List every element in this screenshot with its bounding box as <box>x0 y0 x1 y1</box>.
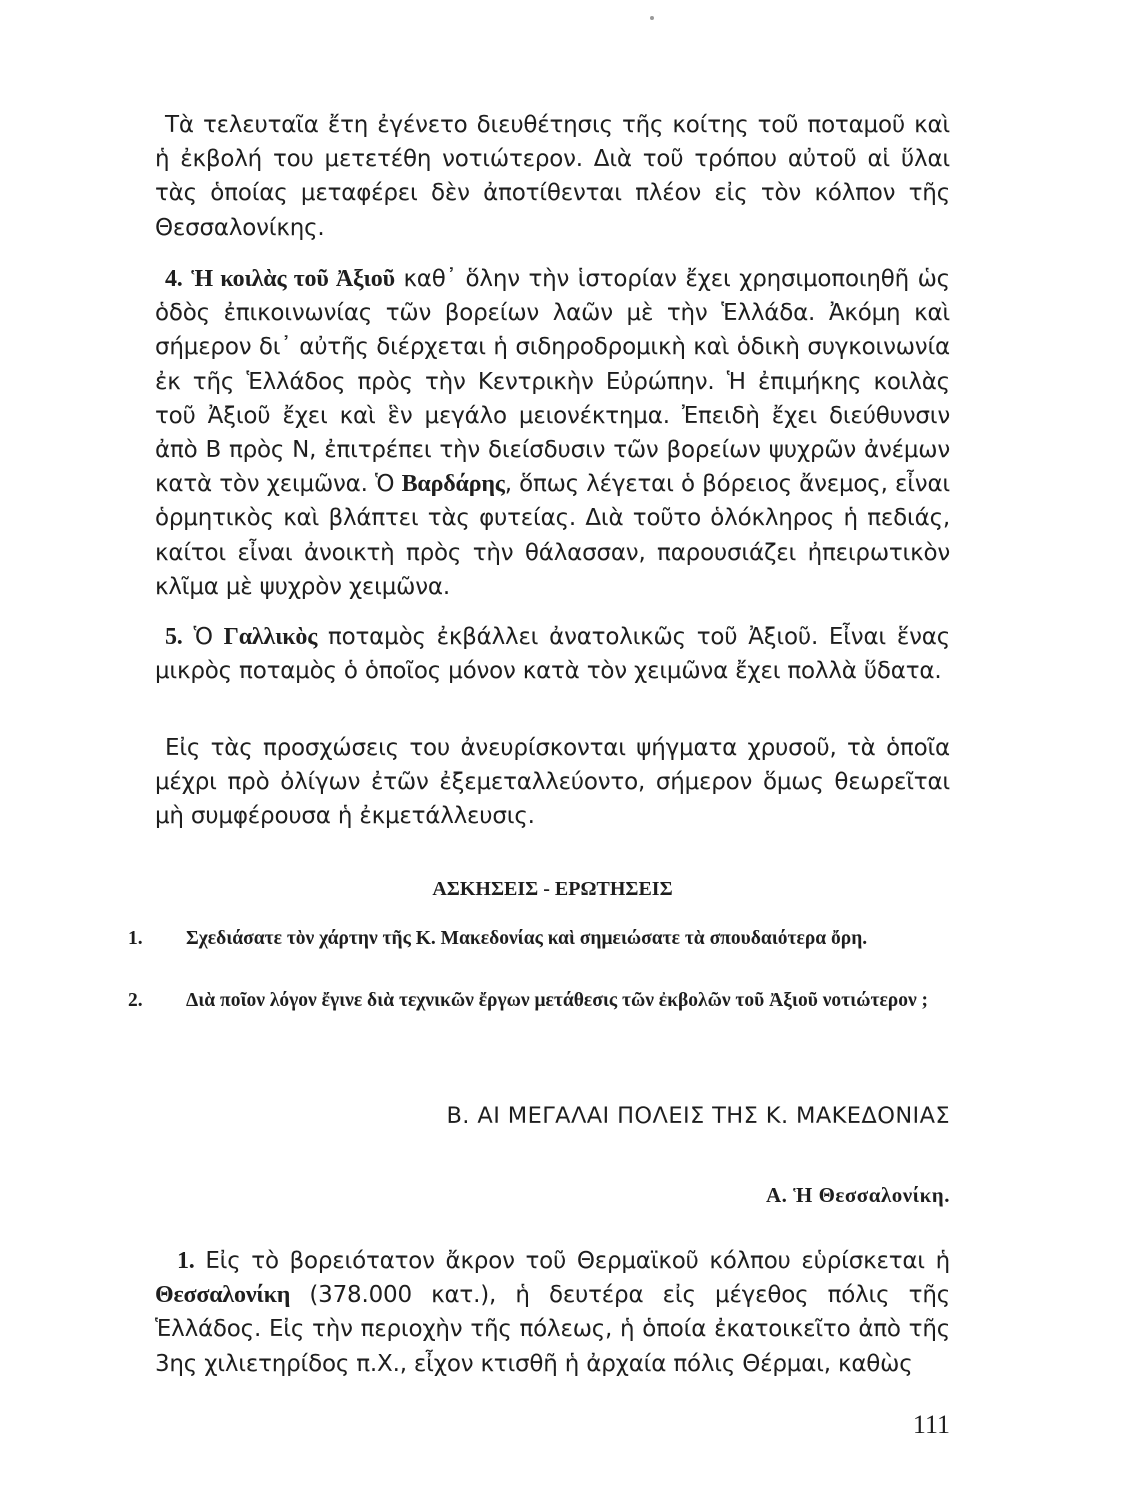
bold-term-axios-valley: Ἡ κοιλὰς τοῦ Ἀξιοῦ <box>191 266 395 292</box>
bold-term-thessaloniki: Θεσσαλονίκη <box>155 1282 291 1309</box>
exercise-item-1 <box>128 923 980 954</box>
exercise-number: 2. <box>128 990 143 1011</box>
exercise-number: 1. <box>128 928 143 949</box>
print-speck <box>650 16 654 20</box>
bold-term-gallikos: Γαλλικὸς <box>223 624 318 650</box>
paragraph-number: 5. <box>165 624 183 650</box>
bold-term-vardaris: Βαρδάρης <box>401 471 505 498</box>
paragraph-gallikos-river <box>155 620 950 688</box>
paragraph-text: Τὰ τελευταῖα ἔτη ἐγένετο διευθέτησις τῆς κοίτης τοῦ ποταμοῦ καὶ ἡ ἐκβολή του μετετέθη νοτιώτερον. Διὰ τοῦ τρόπου αὐτοῦ αἱ ὕλαι τὰς ὁποίας μεταφέρει δὲν ἀποτίθενται πλέον εἰς τὸν κόλπον τῆς Θεσσαλονίκης. <box>155 112 950 241</box>
exercise-text: Σχεδιάσατε τὸν χάρτην τῆς Κ. Μακεδονίας καὶ σημειώσατε τὰ σπουδαιότερα ὄρη. <box>186 928 868 949</box>
exercise-text: Διὰ ποῖον λόγον ἔγινε διὰ τεχνικῶν ἔργων μετάθεσις τῶν ἐκβολῶν τοῦ Ἀξιοῦ νοτιώτερον ; <box>186 990 929 1011</box>
paragraph-text: Ὁ <box>193 624 224 650</box>
paragraph-number: 4. <box>165 266 183 292</box>
paragraph-river-regulation <box>155 108 950 245</box>
paragraph-text: Εἰς τὸ βορειότατον ἄκρον τοῦ Θερμαϊκοῦ κόλπου εὑρίσκεται ἡ <box>194 1248 950 1274</box>
paragraph-axios-valley <box>155 262 950 604</box>
paragraph-text: Εἰς τὰς προσχώσεις του ἀνευρίσκονται ψήγματα χρυσοῦ, τὰ ὁποῖα μέχρι πρὸ ὀλίγων ἐτῶν ἐξεμεταλλεύοντο, σήμερον ὅμως θεωρεῖται μὴ συμφέρουσα ἡ ἐκμετάλλευσις. <box>155 735 950 830</box>
paragraph-text: , ὅπως λέγεται ὁ βόρειος ἄνεμος, εἶναι ὁρμητικὸς καὶ βλάπτει τὰς φυτείας. Διὰ τοῦτο ὁλόκληρος ἡ πεδιάς, καίτοι εἶναι ἀνοικτὴ πρὸς τὴν θάλασσαν, παρουσιάζει ἠπειρωτικὸν κλῖμα μὲ ψυχρὸν χειμῶνα. <box>155 471 950 600</box>
paragraph-text: (378.000 κατ.), ἡ δευτέρα εἰς μέγεθος πόλις τῆς Ἑλλάδος. Εἰς τὴν περιοχὴν τῆς πόλεως, ἡ ὁποία ἐκατοικεῖτο ἀπὸ τῆς 3ης χιλιετηρίδος π.Χ., εἶχον κτισθῆ ἡ ἀρχαία πόλις Θέρμαι, καθὼς <box>155 1282 950 1377</box>
page-number: 111 <box>912 1410 950 1439</box>
paragraph-number: 1. <box>177 1248 195 1274</box>
subsection-heading: Α. Ἡ Θεσσαλονίκη. <box>766 1183 950 1207</box>
paragraph-text: καθ᾽ ὅλην τὴν ἱστορίαν ἔχει χρησιμοποιηθῆ ὡς ὁδὸς ἐπικοινωνίας τῶν βορείων λαῶν μὲ τὴν Ἑλλάδα. Ἀκόμη καὶ σήμερον δι᾽ αὐτῆς διέρχεται ἡ σιδηροδρομικὴ καὶ ὁδικὴ συγκοινωνία ἐκ τῆς Ἑλλάδος πρὸς τὴν Κεντρικὴν Εὐρώπην. Ἡ ἐπιμήκης κοιλὰς τοῦ Ἀξιοῦ ἔχει καὶ ἓν μεγάλο μειονέκτημα. Ἐπειδὴ ἔχει διεύθυνσιν ἀπὸ Β πρὸς Ν, ἐπιτρέπει τὴν διείσδυσιν τῶν βορείων ψυχρῶν ἀνέμων κατὰ τὸν χειμῶνα. Ὁ <box>155 266 950 498</box>
exercises-heading: ΑΣΚΗΣΕΙΣ - ΕΡΩΤΗΣΕΙΣ <box>432 878 673 900</box>
section-heading: Β. ΑΙ ΜΕΓΑΛΑΙ ΠΟΛΕΙΣ ΤΗΣ Κ. ΜΑΚΕΔΟΝΙΑΣ <box>446 1103 950 1129</box>
paragraph-text: ποταμὸς ἐκβάλλει ἀνατολικῶς τοῦ Ἀξιοῦ. Εἶναι ἕνας μικρὸς ποταμὸς ὁ ὁποῖος μόνον κατὰ τὸν χειμῶνα ἔχει πολλὰ ὕδατα. <box>155 624 950 685</box>
paragraph-gold-deposits <box>155 731 950 834</box>
exercise-item-2 <box>128 985 980 1016</box>
paragraph-thessaloniki <box>155 1244 950 1381</box>
